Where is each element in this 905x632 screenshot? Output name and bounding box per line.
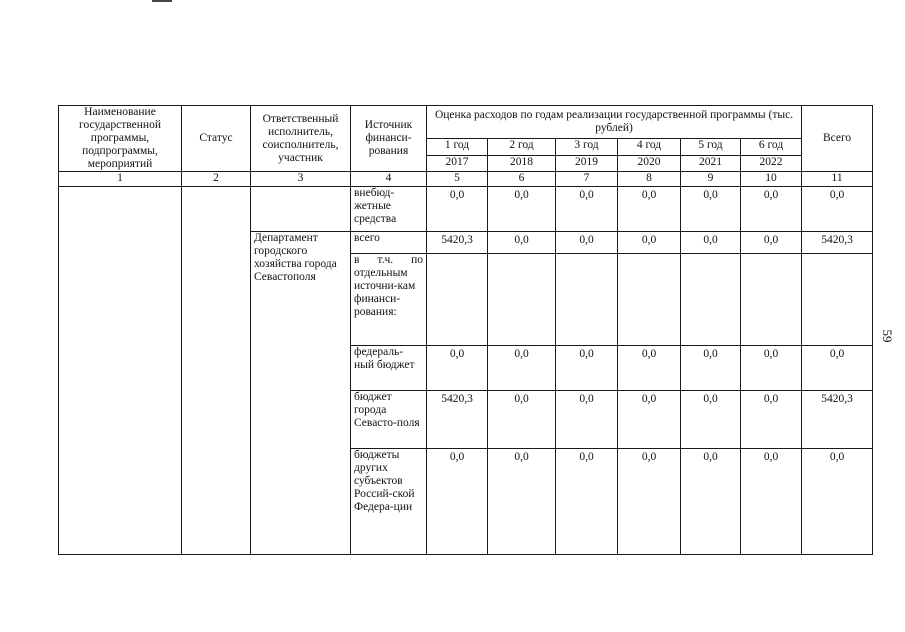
value-cell: 0,0 xyxy=(488,232,556,254)
status-cell xyxy=(182,187,251,555)
year-label-2: 2 год xyxy=(488,139,556,156)
value-cell: 0,0 xyxy=(741,391,802,449)
value-cell: 0,0 xyxy=(488,449,556,555)
value-cell: 0,0 xyxy=(681,346,741,391)
value-cell: 5420,3 xyxy=(427,391,488,449)
year-5: 2021 xyxy=(681,155,741,172)
value-cell: 0,0 xyxy=(488,346,556,391)
year-label-3: 3 год xyxy=(556,139,618,156)
value-cell xyxy=(556,254,618,346)
header-estimate: Оценка расходов по годам реализации государственной программы (тыс. рублей) xyxy=(427,106,802,139)
col-num-1: 1 xyxy=(59,172,182,187)
year-label-1: 1 год xyxy=(427,139,488,156)
col-num-11: 11 xyxy=(802,172,873,187)
header-status: Статус xyxy=(182,106,251,172)
year-4: 2020 xyxy=(618,155,681,172)
total-cell: 0,0 xyxy=(802,187,873,232)
value-cell: 0,0 xyxy=(556,232,618,254)
value-cell: 0,0 xyxy=(681,187,741,232)
total-cell: 0,0 xyxy=(802,346,873,391)
value-cell: 0,0 xyxy=(427,187,488,232)
col-num-2: 2 xyxy=(182,172,251,187)
source-cell: бюджет города Севасто-поля xyxy=(351,391,427,449)
table-row xyxy=(59,187,873,232)
page-number: 59 xyxy=(880,329,895,343)
column-number-row xyxy=(59,172,873,187)
value-cell xyxy=(741,254,802,346)
budget-table xyxy=(58,105,873,555)
value-cell: 0,0 xyxy=(741,232,802,254)
col-num-9: 9 xyxy=(681,172,741,187)
header-row-1 xyxy=(59,106,873,139)
year-2: 2018 xyxy=(488,155,556,172)
year-label-5: 5 год xyxy=(681,139,741,156)
value-cell: 0,0 xyxy=(618,346,681,391)
source-cell: бюджеты других субъектов Россий-ской Федера-ции xyxy=(351,449,427,555)
value-cell: 0,0 xyxy=(741,449,802,555)
value-cell: 0,0 xyxy=(427,346,488,391)
value-cell xyxy=(427,254,488,346)
col-num-4: 4 xyxy=(351,172,427,187)
source-cell: внебюд-жетные средства xyxy=(351,187,427,232)
value-cell: 0,0 xyxy=(618,449,681,555)
col-num-6: 6 xyxy=(488,172,556,187)
year-6: 2022 xyxy=(741,155,802,172)
value-cell: 0,0 xyxy=(681,232,741,254)
source-cell: федераль-ный бюджет xyxy=(351,346,427,391)
value-cell: 0,0 xyxy=(681,391,741,449)
value-cell xyxy=(488,254,556,346)
header-total: Всего xyxy=(802,106,873,172)
col-num-3: 3 xyxy=(251,172,351,187)
total-cell xyxy=(802,254,873,346)
scan-mark xyxy=(152,0,172,2)
value-cell xyxy=(681,254,741,346)
value-cell: 0,0 xyxy=(556,346,618,391)
value-cell: 0,0 xyxy=(556,391,618,449)
header-responsible: Ответственный исполнитель, соисполнитель, участник xyxy=(251,106,351,172)
participant-cell: Департамент городского хозяйства города Севастополя xyxy=(251,232,351,555)
value-cell: 0,0 xyxy=(741,187,802,232)
value-cell: 0,0 xyxy=(681,449,741,555)
source-cell: всего xyxy=(351,232,427,254)
header-source: Источник финанси-рования xyxy=(351,106,427,172)
header-name: Наименование государственной программы, подпрограммы, мероприятий xyxy=(59,106,182,172)
value-cell: 0,0 xyxy=(488,391,556,449)
col-num-5: 5 xyxy=(427,172,488,187)
program-name-cell xyxy=(59,187,182,555)
value-cell: 0,0 xyxy=(618,187,681,232)
value-cell: 5420,3 xyxy=(427,232,488,254)
year-label-4: 4 год xyxy=(618,139,681,156)
source-cell: в т.ч. по отдельным источни-кам финанси-рования: xyxy=(351,254,427,346)
value-cell: 0,0 xyxy=(741,346,802,391)
value-cell: 0,0 xyxy=(556,187,618,232)
col-num-10: 10 xyxy=(741,172,802,187)
participant-cell-empty xyxy=(251,187,351,232)
col-num-8: 8 xyxy=(618,172,681,187)
value-cell: 0,0 xyxy=(618,232,681,254)
value-cell: 0,0 xyxy=(427,449,488,555)
value-cell: 0,0 xyxy=(488,187,556,232)
year-3: 2019 xyxy=(556,155,618,172)
value-cell xyxy=(618,254,681,346)
value-cell: 0,0 xyxy=(556,449,618,555)
year-label-6: 6 год xyxy=(741,139,802,156)
col-num-7: 7 xyxy=(556,172,618,187)
total-cell: 5420,3 xyxy=(802,232,873,254)
total-cell: 5420,3 xyxy=(802,391,873,449)
total-cell: 0,0 xyxy=(802,449,873,555)
value-cell: 0,0 xyxy=(618,391,681,449)
year-1: 2017 xyxy=(427,155,488,172)
